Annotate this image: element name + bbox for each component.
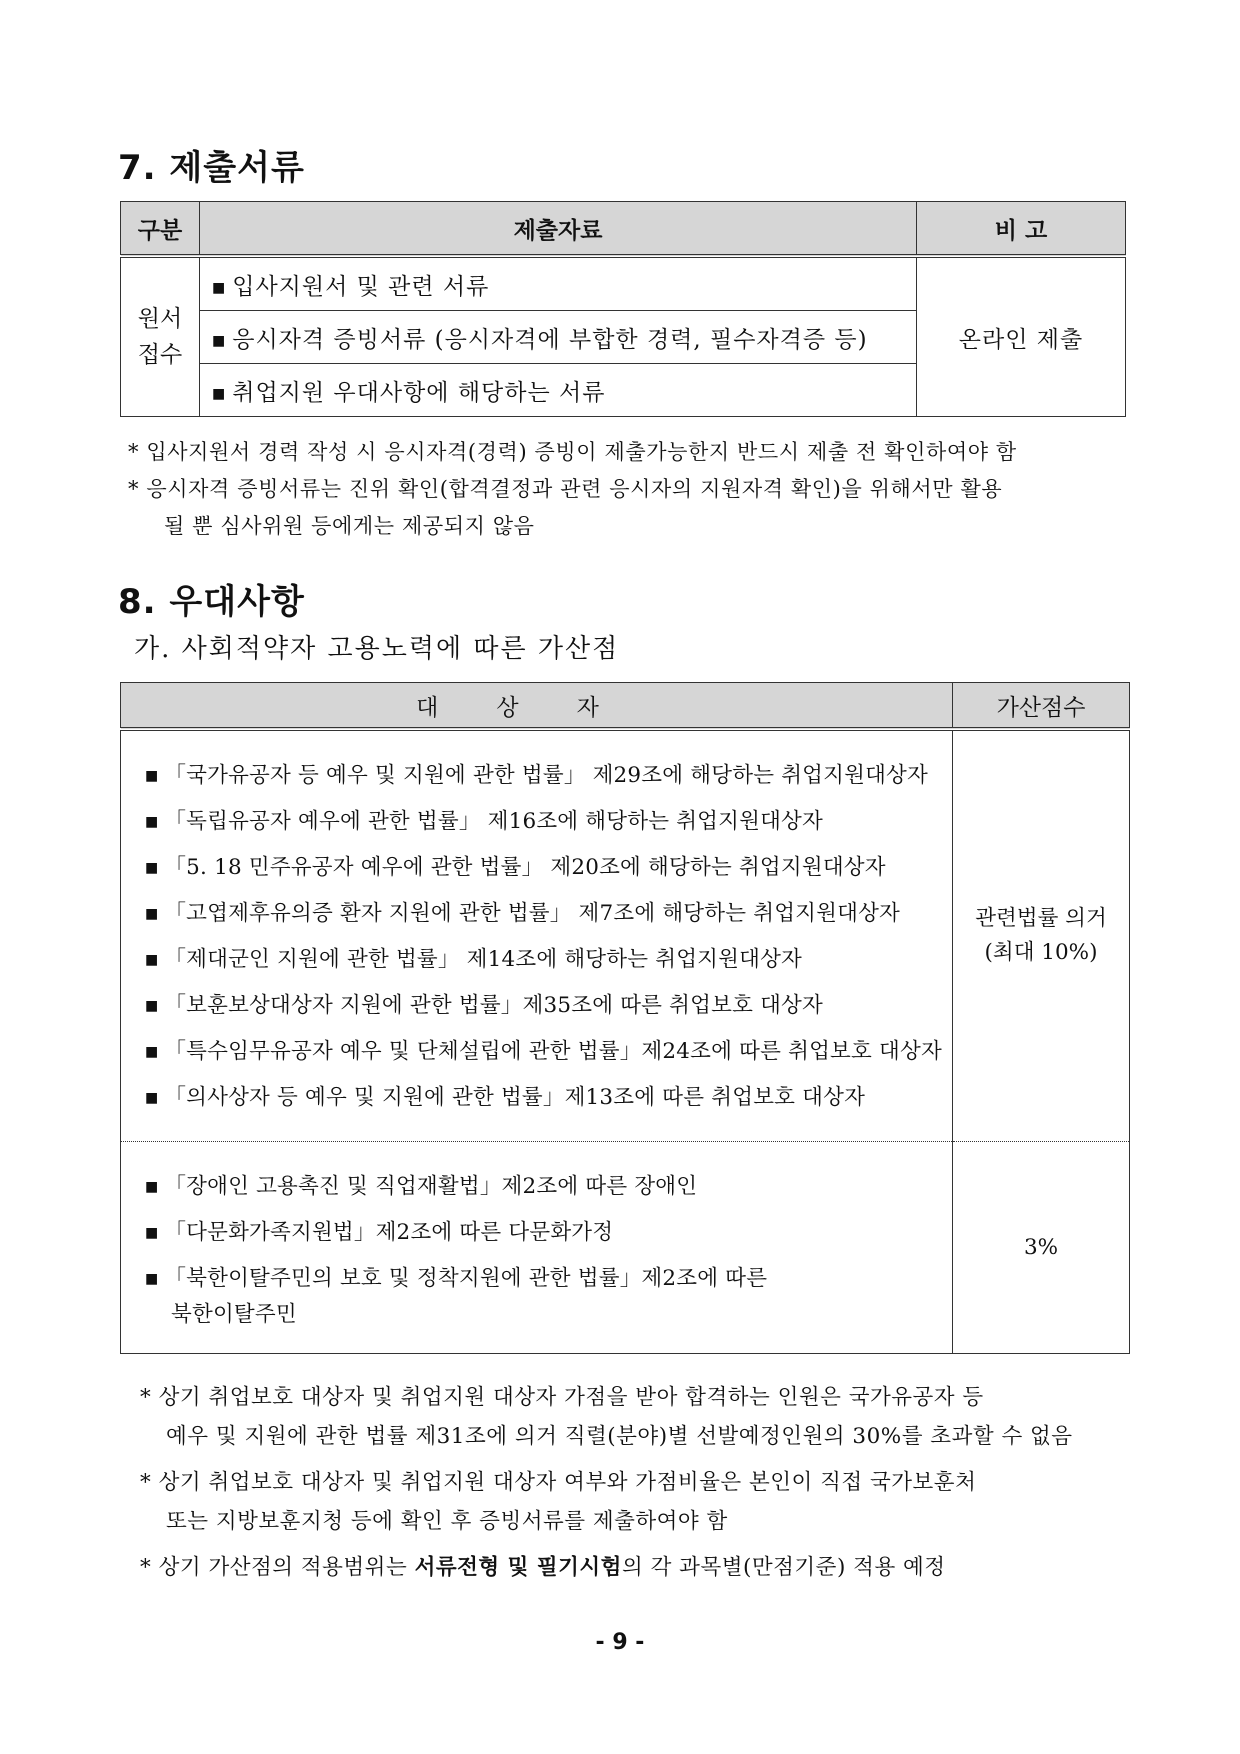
note-paragraph: * 상기 취업보호 대상자 및 취업지원 대상자 여부와 가점비율은 본인이 직접 국가보훈처 또는 지방보훈지청 등에 확인 후 증빙서류를 제출하여야 함	[140, 1470, 977, 1534]
note-line: * 응시자격 증빙서류는 진위 확인(합격결정과 관련 응시자의 지원자격 확인)을 위해서만 활용	[128, 477, 1003, 501]
header-target: 대상자	[121, 683, 953, 730]
table-row	[121, 1142, 1130, 1354]
note-paragraph: * 상기 취업보호 대상자 및 취업지원 대상자 가점을 받아 합격하는 인원은 국가유공자 등 예우 및 지원에 관한 법률 제31조에 의거 직렬(분야)별 선발예정인원의 30%를 초과할 수 없음	[140, 1385, 1073, 1449]
emphasis-text: 서류전형 및 필기시험	[414, 1555, 622, 1580]
points-group-2: 3%	[953, 1142, 1130, 1354]
document-item: ■ 응시자격 증빙서류 (응시자격에 부합한 경력, 필수자격증 등)	[200, 311, 917, 364]
list-item: ■ 「다문화가족지원법」제2조에 따른 다문화가정	[145, 1220, 614, 1245]
section-7-notes	[128, 434, 1118, 545]
table-row	[121, 256, 1126, 311]
header-points: 가산점수	[953, 683, 1130, 730]
category-cell: 원서 접수	[121, 256, 200, 417]
note-line: * 입사지원서 경력 작성 시 응시자격(경력) 증빙이 제출가능한지 반드시 제출 전 확인하여야 함	[128, 440, 1017, 464]
list-item: ■ 「고엽제후유의증 환자 지원에 관한 법률」 제7조에 해당하는 취업지원대상자	[145, 901, 901, 926]
header-category: 구분	[121, 202, 200, 257]
section-7-title: 7. 제출서류	[118, 148, 305, 188]
list-item: ■ 「제대군인 지원에 관한 법률」 제14조에 해당하는 취업지원대상자	[145, 947, 803, 972]
list-item: ■ 「특수임무유공자 예우 및 단체설립에 관한 법률」제24조에 따른 취업보호 대상자	[145, 1039, 942, 1064]
section-8-title: 8. 우대사항	[118, 582, 305, 622]
note-line: 될 뿐 심사위원 등에게는 제공되지 않음	[164, 514, 535, 538]
table-header-row	[121, 202, 1126, 257]
table-row	[121, 729, 1130, 1142]
list-item: ■ 「국가유공자 등 예우 및 지원에 관한 법률」 제29조에 해당하는 취업지원대상자	[145, 763, 928, 788]
list-item: ■ 「북한이탈주민의 보호 및 정착지원에 관한 법률」제2조에 따른 북한이탈주민	[145, 1266, 768, 1327]
section-8-subtitle: 가. 사회적약자 고용노력에 따른 가산점	[134, 634, 620, 664]
section-8-notes	[140, 1378, 1120, 1594]
header-note: 비 고	[917, 202, 1126, 257]
target-group-2	[121, 1142, 953, 1354]
submission-documents-table	[120, 201, 1126, 417]
target-group-1	[121, 729, 953, 1142]
list-item: ■ 「의사상자 등 예우 및 지원에 관한 법률」제13조에 따른 취업보호 대상자	[145, 1085, 866, 1110]
note-cell: 온라인 제출	[917, 256, 1126, 417]
header-documents: 제출자료	[200, 202, 917, 257]
note-paragraph: * 상기 가산점의 적용범위는 서류전형 및 필기시험의 각 과목별(만점기준) 적용 예정	[140, 1555, 946, 1580]
list-item: ■ 「장애인 고용촉진 및 직업재활법」제2조에 따른 장애인	[145, 1174, 698, 1199]
document-item: ■ 입사지원서 및 관련 서류	[200, 256, 917, 311]
points-group-1: 관련법률 의거 (최대 10%)	[953, 729, 1130, 1142]
table-header-row	[121, 683, 1130, 730]
list-item: ■ 「5. 18 민주유공자 예우에 관한 법률」 제20조에 해당하는 취업지원대상자	[145, 855, 886, 880]
list-item: ■ 「보훈보상대상자 지원에 관한 법률」제35조에 따른 취업보호 대상자	[145, 993, 823, 1018]
list-item: ■ 「독립유공자 예우에 관한 법률」 제16조에 해당하는 취업지원대상자	[145, 809, 823, 834]
page-number: - 9 -	[595, 1630, 645, 1655]
bonus-points-table	[120, 682, 1130, 1354]
document-item: ■ 취업지원 우대사항에 해당하는 서류	[200, 364, 917, 417]
